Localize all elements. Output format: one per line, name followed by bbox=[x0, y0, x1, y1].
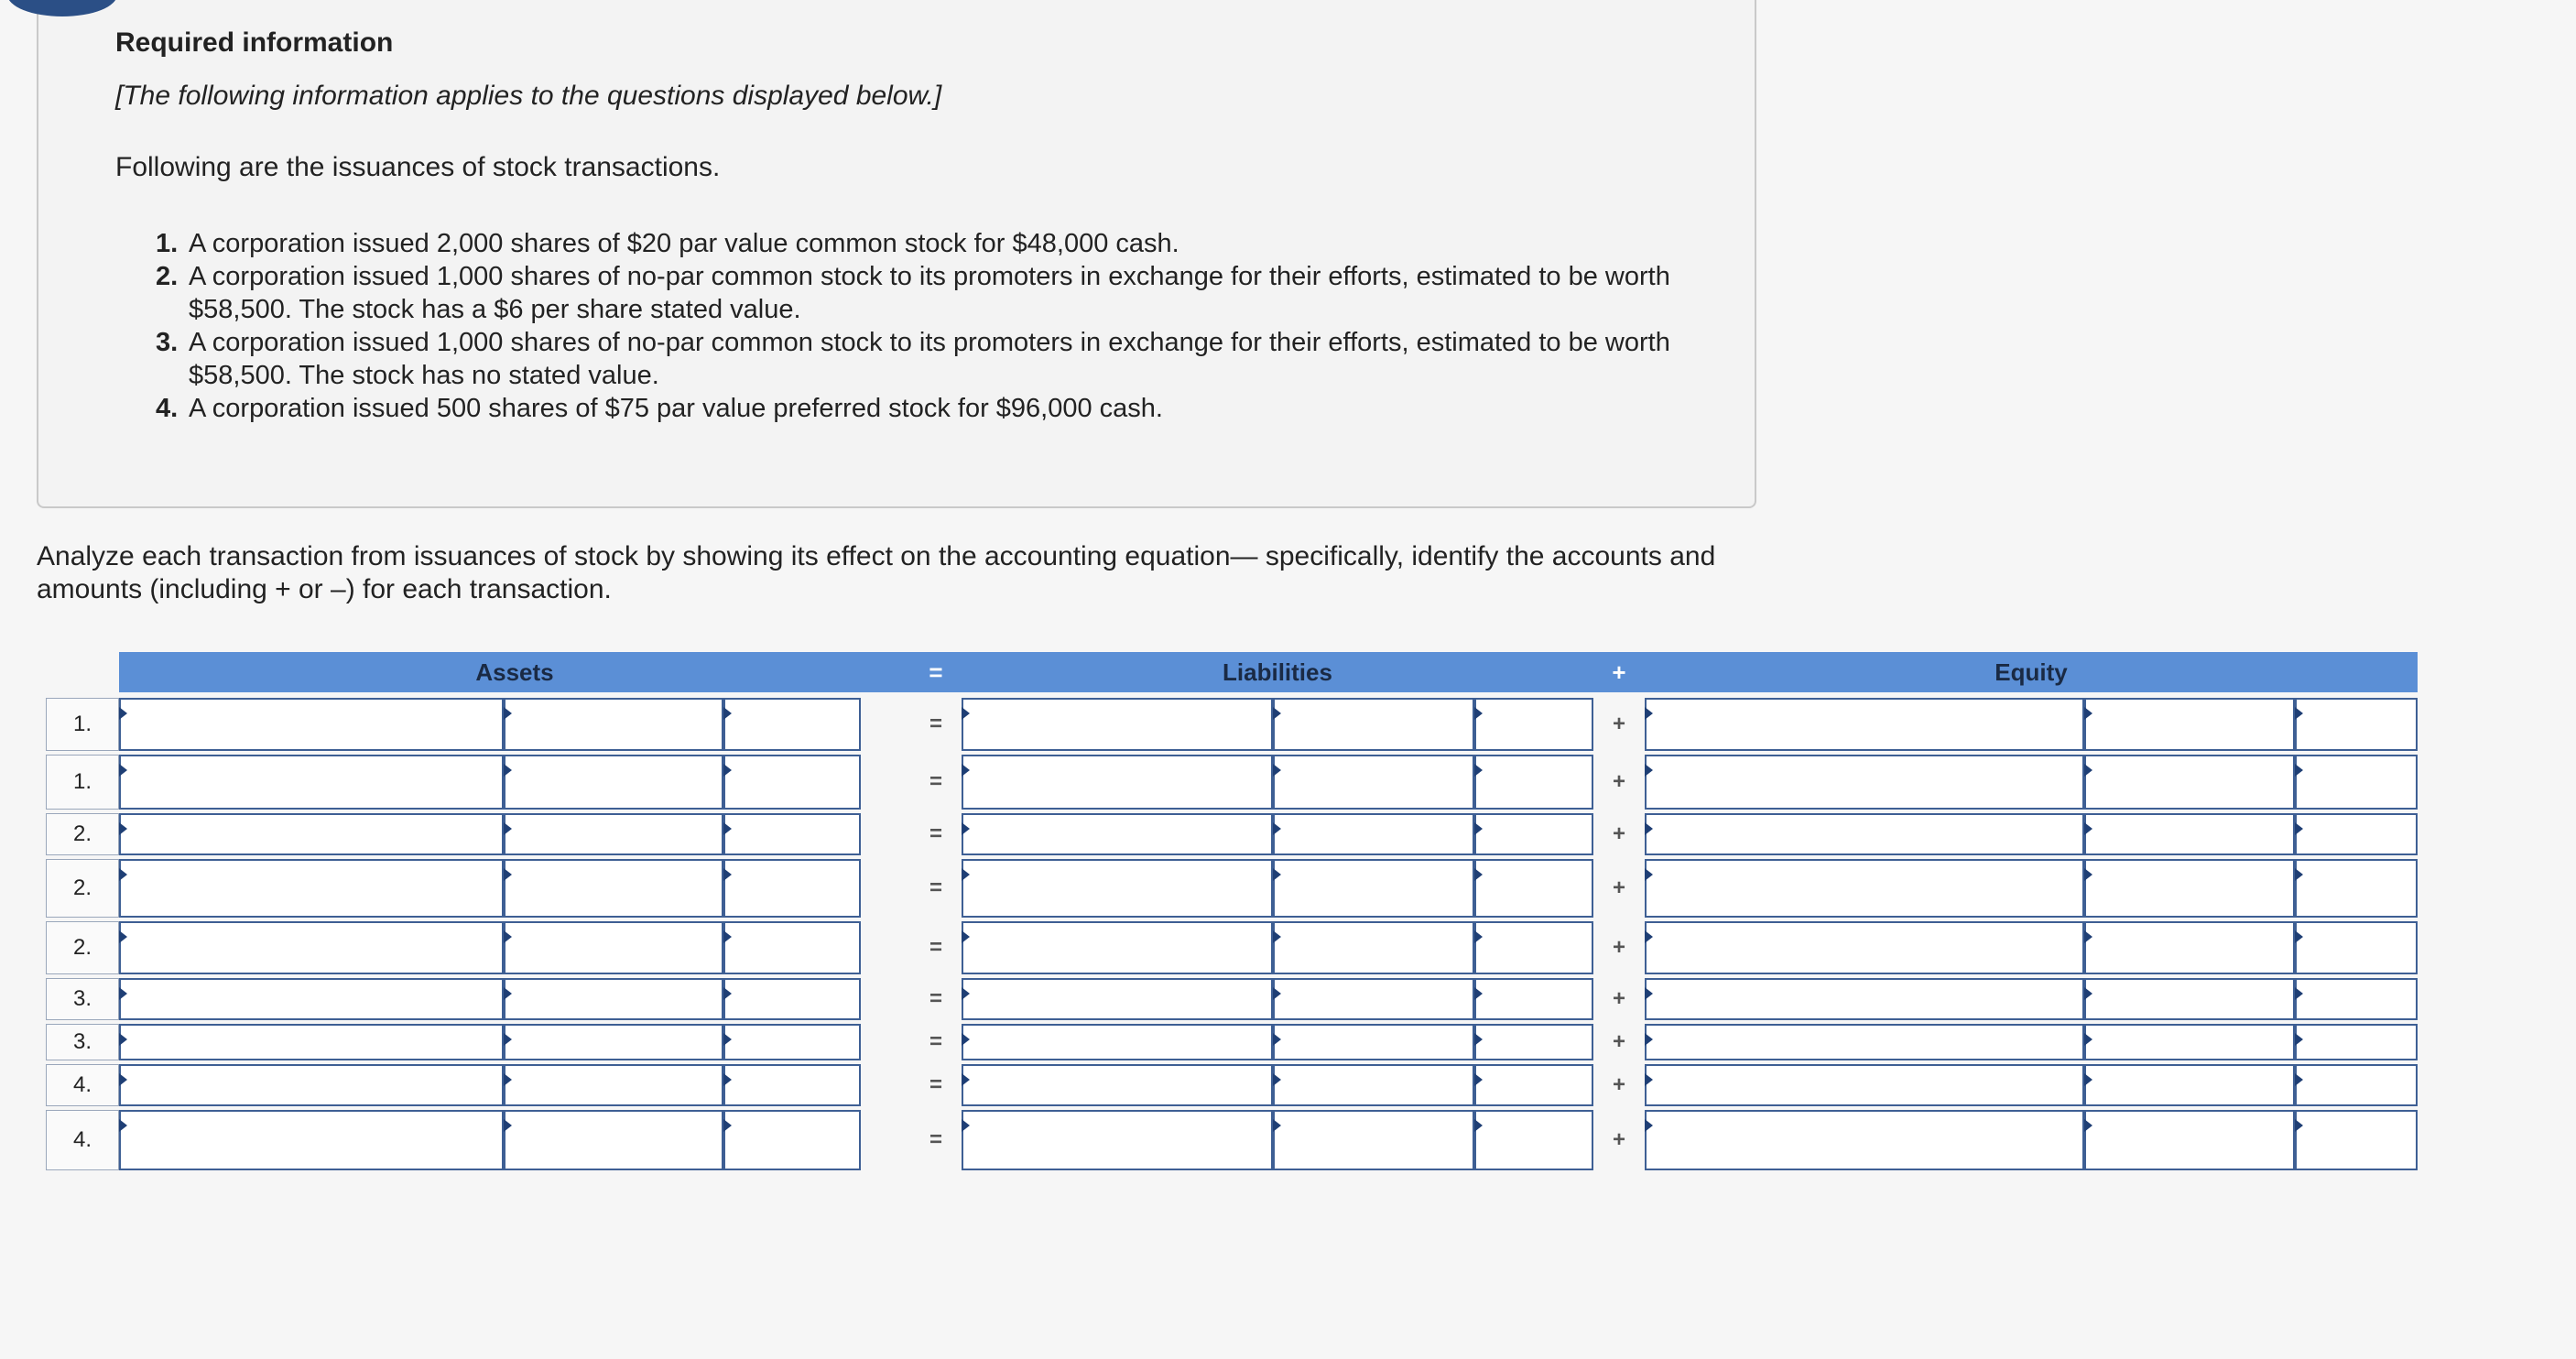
row-number-label: 4. bbox=[46, 1064, 119, 1106]
assets-extra-input[interactable] bbox=[723, 921, 861, 974]
equity-account-input[interactable] bbox=[1645, 755, 2084, 810]
equals-sign: = bbox=[929, 821, 942, 846]
plus-sign: + bbox=[1612, 1072, 1625, 1097]
equity-amount-input[interactable] bbox=[2084, 1024, 2295, 1060]
liabilities-extra-input[interactable] bbox=[1474, 921, 1593, 974]
row-number-label: 2. bbox=[46, 813, 119, 855]
equity-amount-input[interactable] bbox=[2084, 859, 2295, 918]
liabilities-amount-input[interactable] bbox=[1273, 1024, 1474, 1060]
equals-sign: = bbox=[929, 1029, 942, 1054]
equals-sign: = bbox=[929, 935, 942, 960]
liabilities-account-input[interactable] bbox=[962, 859, 1273, 918]
assets-amount-input[interactable] bbox=[504, 755, 723, 810]
assets-extra-input[interactable] bbox=[723, 755, 861, 810]
liabilities-extra-input[interactable] bbox=[1474, 698, 1593, 751]
plus-header: + bbox=[1593, 652, 1645, 692]
assets-extra-input[interactable] bbox=[723, 1110, 861, 1170]
liabilities-account-input[interactable] bbox=[962, 755, 1273, 810]
liabilities-amount-input[interactable] bbox=[1273, 698, 1474, 751]
equity-account-input[interactable] bbox=[1645, 1110, 2084, 1170]
liabilities-account-input[interactable] bbox=[962, 1064, 1273, 1106]
transaction-number: 3. bbox=[156, 328, 179, 357]
liabilities-extra-input[interactable] bbox=[1474, 978, 1593, 1020]
equity-account-input[interactable] bbox=[1645, 1024, 2084, 1060]
liabilities-amount-input[interactable] bbox=[1273, 978, 1474, 1020]
plus-sign: + bbox=[1612, 769, 1625, 794]
assets-account-input[interactable] bbox=[119, 698, 504, 751]
liabilities-amount-input[interactable] bbox=[1273, 1110, 1474, 1170]
plus-sign: + bbox=[1612, 1029, 1625, 1054]
equity-account-input[interactable] bbox=[1645, 859, 2084, 918]
equals-sign: = bbox=[929, 875, 942, 900]
assets-amount-input[interactable] bbox=[504, 978, 723, 1020]
equity-account-input[interactable] bbox=[1645, 1064, 2084, 1106]
equals-sign: = bbox=[929, 1127, 942, 1152]
transactions-intro: Following are the issuances of stock transactions. bbox=[115, 152, 721, 182]
plus-sign: + bbox=[1612, 712, 1625, 736]
liabilities-amount-input[interactable] bbox=[1273, 859, 1474, 918]
assets-amount-input[interactable] bbox=[504, 1064, 723, 1106]
equity-account-input[interactable] bbox=[1645, 921, 2084, 974]
liabilities-account-input[interactable] bbox=[962, 978, 1273, 1020]
row-number-label: 2. bbox=[46, 859, 119, 918]
row-number-label: 2. bbox=[46, 921, 119, 974]
required-information-subtitle: [The following information applies to the questions displayed below.] bbox=[115, 81, 942, 111]
equity-account-input[interactable] bbox=[1645, 978, 2084, 1020]
equals-sign: = bbox=[929, 769, 942, 794]
assets-account-input[interactable] bbox=[119, 1024, 504, 1060]
plus-sign: + bbox=[1612, 1127, 1625, 1152]
equity-amount-input[interactable] bbox=[2084, 1110, 2295, 1170]
liabilities-account-input[interactable] bbox=[962, 1110, 1273, 1170]
equity-amount-input[interactable] bbox=[2084, 1064, 2295, 1106]
assets-header: Assets bbox=[119, 652, 910, 692]
equity-extra-input[interactable] bbox=[2295, 859, 2418, 918]
liabilities-account-input[interactable] bbox=[962, 1024, 1273, 1060]
liabilities-header: Liabilities bbox=[962, 652, 1593, 692]
equals-sign: = bbox=[929, 1072, 942, 1097]
transaction-number: 4. bbox=[156, 394, 179, 423]
required-information-panel bbox=[37, 0, 1756, 508]
equity-extra-input[interactable] bbox=[2295, 978, 2418, 1020]
equity-extra-input[interactable] bbox=[2295, 1024, 2418, 1060]
row-number-label: 1. bbox=[46, 698, 119, 751]
equity-amount-input[interactable] bbox=[2084, 978, 2295, 1020]
assets-account-input[interactable] bbox=[119, 1110, 504, 1170]
equity-header: Equity bbox=[1645, 652, 2418, 692]
liabilities-extra-input[interactable] bbox=[1474, 1110, 1593, 1170]
transaction-number: 1. bbox=[156, 229, 179, 258]
assets-account-input[interactable] bbox=[119, 813, 504, 855]
assets-extra-input[interactable] bbox=[723, 859, 861, 918]
assets-account-input[interactable] bbox=[119, 921, 504, 974]
assets-extra-input[interactable] bbox=[723, 1024, 861, 1060]
liabilities-account-input[interactable] bbox=[962, 813, 1273, 855]
assets-extra-input[interactable] bbox=[723, 978, 861, 1020]
equity-extra-input[interactable] bbox=[2295, 698, 2418, 751]
liabilities-account-input[interactable] bbox=[962, 698, 1273, 751]
equity-amount-input[interactable] bbox=[2084, 755, 2295, 810]
equity-extra-input[interactable] bbox=[2295, 813, 2418, 855]
transaction-list bbox=[156, 227, 1712, 425]
transaction-item bbox=[156, 326, 1712, 392]
assets-extra-input[interactable] bbox=[723, 1064, 861, 1106]
assets-account-input[interactable] bbox=[119, 1064, 504, 1106]
required-information-title: Required information bbox=[115, 27, 394, 58]
transaction-text: A corporation issued 1,000 shares of no-par common stock to its promoters in exchange for their efforts, estimated to be worth $58,500. The stock has no stated value. bbox=[189, 328, 1670, 390]
assets-amount-input[interactable] bbox=[504, 921, 723, 974]
transaction-text: A corporation issued 2,000 shares of $20 par value common stock for $48,000 cash. bbox=[189, 229, 1179, 258]
liabilities-extra-input[interactable] bbox=[1474, 859, 1593, 918]
plus-sign: + bbox=[1612, 986, 1625, 1011]
assets-amount-input[interactable] bbox=[504, 698, 723, 751]
equity-amount-input[interactable] bbox=[2084, 698, 2295, 751]
transaction-item bbox=[156, 392, 1712, 425]
equity-account-input[interactable] bbox=[1645, 698, 2084, 751]
row-number-label: 3. bbox=[46, 978, 119, 1020]
assets-extra-input[interactable] bbox=[723, 813, 861, 855]
equity-extra-input[interactable] bbox=[2295, 755, 2418, 810]
liabilities-amount-input[interactable] bbox=[1273, 813, 1474, 855]
equity-extra-input[interactable] bbox=[2295, 1110, 2418, 1170]
liabilities-account-input[interactable] bbox=[962, 921, 1273, 974]
equity-extra-input[interactable] bbox=[2295, 921, 2418, 974]
liabilities-amount-input[interactable] bbox=[1273, 755, 1474, 810]
assets-account-input[interactable] bbox=[119, 859, 504, 918]
transaction-text: A corporation issued 500 shares of $75 par value preferred stock for $96,000 cash. bbox=[189, 394, 1163, 423]
assets-amount-input[interactable] bbox=[504, 813, 723, 855]
equity-account-input[interactable] bbox=[1645, 813, 2084, 855]
transaction-item bbox=[156, 227, 1712, 260]
liabilities-extra-input[interactable] bbox=[1474, 755, 1593, 810]
liabilities-extra-input[interactable] bbox=[1474, 1064, 1593, 1106]
equals-header: = bbox=[910, 652, 962, 692]
equals-sign: = bbox=[929, 712, 942, 736]
row-number-label: 1. bbox=[46, 755, 119, 810]
equity-extra-input[interactable] bbox=[2295, 1064, 2418, 1106]
assets-account-input[interactable] bbox=[119, 755, 504, 810]
plus-sign: + bbox=[1612, 875, 1625, 900]
assets-amount-input[interactable] bbox=[504, 859, 723, 918]
liabilities-extra-input[interactable] bbox=[1474, 813, 1593, 855]
equity-amount-input[interactable] bbox=[2084, 921, 2295, 974]
equity-amount-input[interactable] bbox=[2084, 813, 2295, 855]
assets-extra-input[interactable] bbox=[723, 698, 861, 751]
transaction-text: A corporation issued 1,000 shares of no-par common stock to its promoters in exchange for their efforts, estimated to be worth $58,500. The stock has a $6 per share stated value. bbox=[189, 262, 1670, 324]
row-number-label: 3. bbox=[46, 1024, 119, 1060]
plus-sign: + bbox=[1612, 821, 1625, 846]
assets-amount-input[interactable] bbox=[504, 1024, 723, 1060]
assets-account-input[interactable] bbox=[119, 978, 504, 1020]
equals-sign: = bbox=[929, 986, 942, 1011]
liabilities-amount-input[interactable] bbox=[1273, 1064, 1474, 1106]
plus-sign: + bbox=[1612, 935, 1625, 960]
row-number-label: 4. bbox=[46, 1110, 119, 1170]
liabilities-amount-input[interactable] bbox=[1273, 921, 1474, 974]
transaction-item bbox=[156, 260, 1712, 326]
transaction-number: 2. bbox=[156, 262, 179, 291]
liabilities-extra-input[interactable] bbox=[1474, 1024, 1593, 1060]
assets-amount-input[interactable] bbox=[504, 1110, 723, 1170]
question-instructions: Analyze each transaction from issuances of stock by showing its effect on the accounting equation— specifically, identify the accounts and amounts (including + or –) for each transaction. bbox=[37, 541, 1716, 604]
corner-badge-icon bbox=[7, 0, 117, 16]
